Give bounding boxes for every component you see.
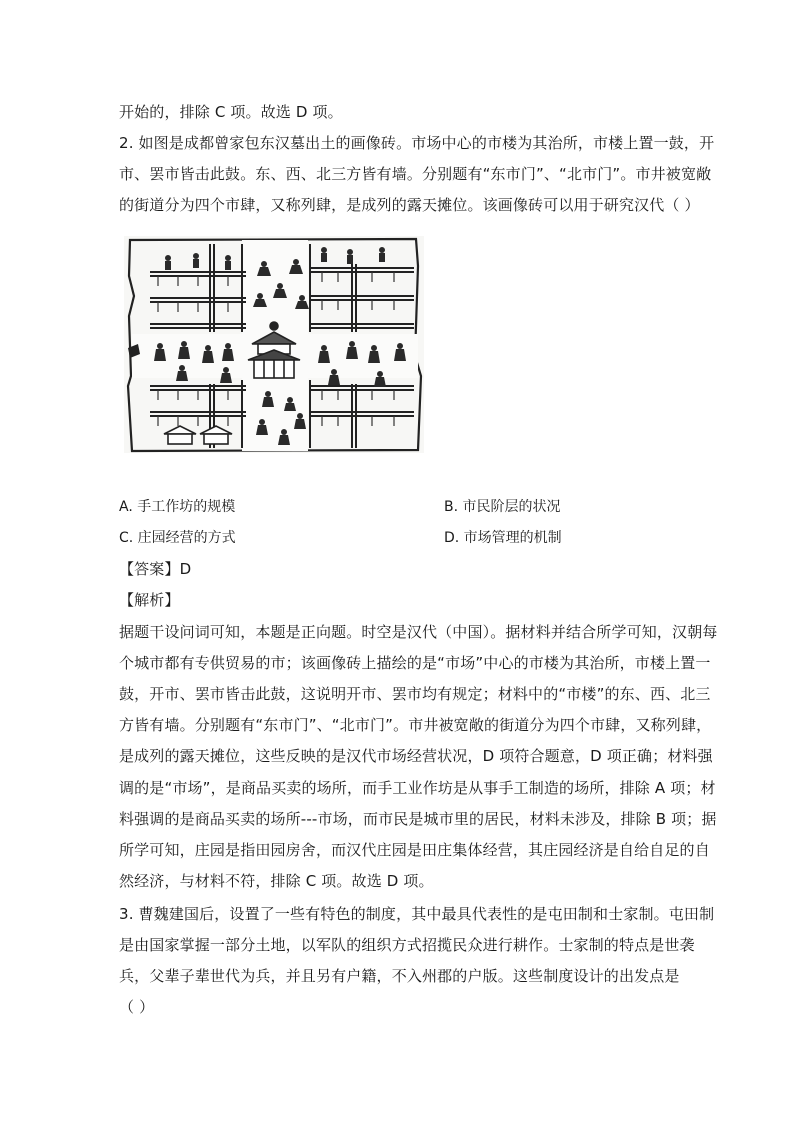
question-2-stem-line: 市、罢市皆击此鼓。东、西、北三方皆有墙。分别题有“东市门”、“北市门”。市井被宽敞 <box>119 165 712 183</box>
answer-line: 【答案】D <box>119 560 192 578</box>
analysis-line: 个城市都有专供贸易的市；该画像砖上描绘的是“市场”中心的市楼为其治所，市楼上置一 <box>119 654 711 672</box>
analysis-line: 调的是“市场”，是商品买卖的场所，而手工业作坊是从事手工制造的场所，排除 A 项；材 <box>119 779 716 797</box>
analysis-line: 然经济，与材料不符，排除 C 项。故选 D 项。 <box>119 872 434 890</box>
option-a[interactable]: A. 手工作坊的规模 <box>119 499 236 515</box>
analysis-line: 料强调的是商品买卖的场所---市场，而市民是城市里的居民，材料未涉及，排除 B 项；据 <box>119 810 717 828</box>
previous-answer-tail: 开始的，排除 C 项。故选 D 项。 <box>119 103 343 121</box>
analysis-line: 鼓，开市、罢市皆击此鼓，这说明开市、罢市均有规定；材料中的“市楼”的东、西、北三 <box>119 685 711 703</box>
analysis-line: 所学可知，庄园是指田园房舍，而汉代庄园是田庄集体经营，其庄园经济是自给自足的自 <box>119 841 710 859</box>
analysis-line: 方皆有墙。分别题有“东市门”、“北市门”。市井被宽敞的街道分为四个市肆，又称列肆， <box>119 716 712 734</box>
question-2-stem-line: 的街道分为四个市肆，又称列肆，是成列的露天摊位。该画像砖可以用于研究汉代（ ） <box>119 196 700 214</box>
option-d[interactable]: D. 市场管理的机制 <box>444 530 562 546</box>
question-3-stem-line: 是由国家掌握一部分土地，以军队的组织方式招揽民众进行耕作。士家制的特点是世袭 <box>119 936 695 954</box>
question-3-answer-blank: （ ） <box>119 998 155 1016</box>
option-c[interactable]: C. 庄园经营的方式 <box>119 530 236 546</box>
analysis-line: 是成列的露天摊位，这些反映的是汉代市场经营状况，D 项符合题意，D 项正确；材料强 <box>119 747 713 765</box>
analysis-label: 【解析】 <box>119 591 180 609</box>
question-2-stem-line: 2. 如图是成都曾家包东汉墓出土的画像砖。市场中心的市楼为其治所，市楼上置一鼓，开 <box>119 134 715 152</box>
han-market-brick-image <box>124 236 424 453</box>
question-3-stem-line: 3. 曹魏建国后，设置了一些有特色的制度，其中最具代表性的是屯田制和士家制。屯田制 <box>119 905 715 923</box>
option-b[interactable]: B. 市民阶层的状况 <box>444 499 561 515</box>
question-3-stem-line: 兵，父辈子辈世代为兵，并且另有户籍，不入州郡的户版。这些制度设计的出发点是 <box>119 967 680 985</box>
analysis-line: 据题干设问词可知，本题是正向题。时空是汉代（中国）。据材料并结合所学可知，汉朝每 <box>119 623 718 641</box>
